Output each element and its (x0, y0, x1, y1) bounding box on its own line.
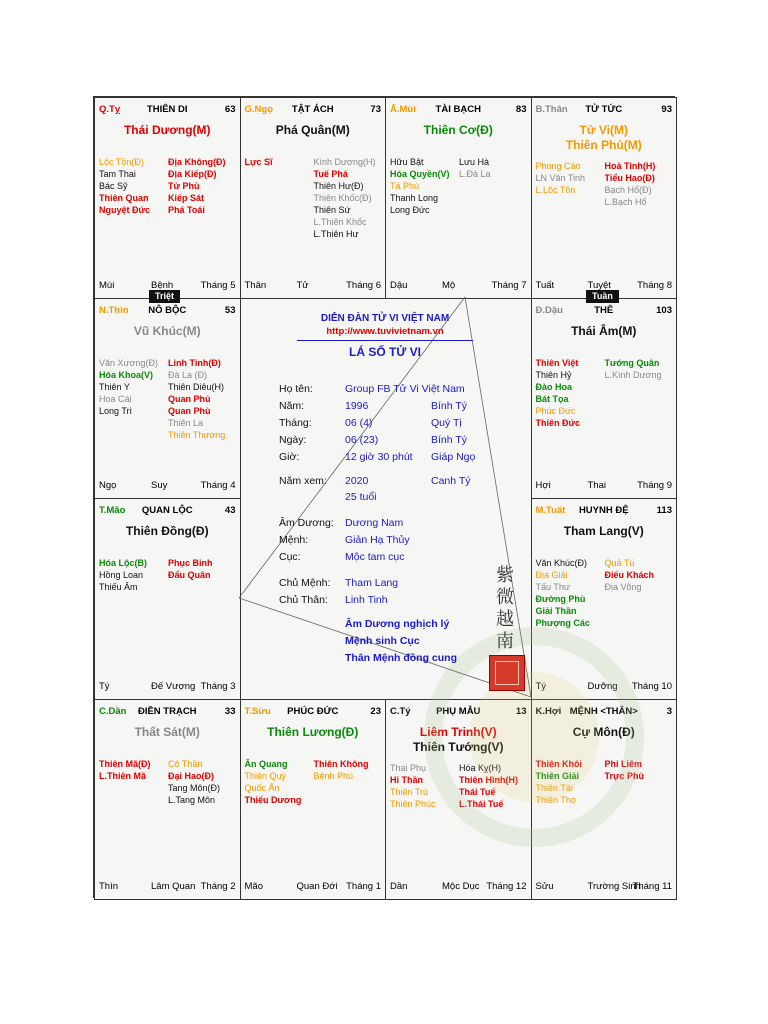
palace-header (390, 104, 527, 116)
minor-star: Đường Phù (535, 594, 586, 604)
footer-stage: Trường Sinh (587, 881, 641, 892)
minor-star: Linh Tinh(Đ) (168, 357, 221, 368)
minor-star: Bạch Hổ(Đ) (604, 185, 652, 195)
footer-branch: Tý (99, 680, 110, 692)
info-extra: Giáp Ngọ (431, 451, 476, 463)
minor-star: Điếu Khách (604, 570, 655, 580)
minor-star: Đẩu Quân (168, 570, 211, 580)
canchi-label: T.Sửu (244, 705, 271, 717)
minor-star: Thiên Giải (535, 770, 580, 781)
minor-star: Kiếp Sát (168, 193, 205, 203)
footer-month: Tháng 3 (200, 680, 236, 692)
left-star-list (99, 557, 147, 593)
minor-star: Thiên Không (313, 758, 369, 769)
left-star-list (390, 156, 450, 216)
minor-star: Long Trì (99, 405, 133, 416)
palace-name: NÔ BỘC (148, 304, 187, 316)
footer-branch: Ngọ (99, 480, 117, 491)
minor-star: Bác Sỹ (99, 181, 128, 191)
footer-stage: Lâm Quan (151, 881, 196, 892)
right-star-list (605, 160, 656, 208)
footer-month: Tháng 10 (631, 680, 672, 692)
minor-star: Thiên Sứ (313, 205, 351, 215)
palace-name: PHÚC ĐỨC (287, 705, 339, 717)
minor-star: Thiên Quan (99, 193, 149, 203)
left-star-list (536, 160, 586, 196)
minor-star: Thiên Việt (535, 357, 579, 368)
palace-age: 93 (661, 104, 672, 115)
palace-cell-dau (531, 298, 678, 500)
right-star-list (168, 156, 226, 216)
palace-header (245, 104, 382, 116)
info-label: Tháng: (279, 417, 312, 429)
minor-star: Hóa Khoa(V) (99, 369, 153, 380)
minor-star: Thiên Khốc(Đ) (313, 193, 372, 203)
minor-star: Phi Liêm (604, 758, 643, 769)
minor-star: Văn Xương(Đ) (99, 357, 158, 368)
minor-star: Đại Hao(Đ) (168, 770, 215, 781)
minor-star: Tử Phù (168, 181, 200, 191)
info-value: Giản Hạ Thủy (345, 534, 410, 546)
minor-star: Lưu Hà (459, 157, 490, 167)
main-star: Thiên Đồng(Đ) (125, 524, 209, 538)
palace-footer (390, 280, 527, 292)
red-seal-icon (489, 655, 525, 691)
footer-stage: Mộ (442, 279, 456, 291)
minor-star: Thiên Hình(H) (459, 774, 518, 785)
minor-star: Thiên Khôi (535, 758, 582, 769)
info-label: Họ tên: (279, 383, 313, 395)
minor-star: Phượng Các (535, 618, 590, 628)
minor-star: Thiên Mã(Đ) (99, 758, 151, 769)
palace-age: 113 (656, 505, 672, 516)
palace-header (99, 505, 236, 517)
footer-stage: Tử (296, 279, 309, 291)
footer-branch: Tuất (535, 279, 555, 291)
minor-star: Thiên Thọ (535, 794, 576, 805)
minor-star: Quan Phù (168, 405, 211, 416)
note-line: Âm Dương nghịch lý (345, 618, 450, 630)
palace-age: 23 (370, 705, 381, 717)
palace-header (99, 104, 236, 116)
footer-stage: Quan Đới (296, 881, 338, 892)
minor-star: Tả Phù (390, 181, 420, 191)
info-label: Cục: (279, 551, 301, 563)
palace-age: 103 (656, 304, 672, 316)
chart-title: LÁ SỐ TỬ VI (349, 345, 421, 359)
palace-name: TẬT ÁCH (291, 104, 334, 115)
footer-month: Tháng 5 (200, 279, 236, 291)
minor-star: Phong Cáo (535, 161, 581, 171)
minor-star: Thanh Long (390, 193, 439, 203)
footer-stage: Thai (587, 480, 606, 491)
minor-star: Thái Tuế (459, 786, 496, 797)
horoscope-chart (93, 96, 675, 898)
footer-month: Tháng 6 (346, 279, 381, 291)
minor-star: Thiên Y (99, 381, 130, 392)
info-value: 06 (4) (345, 417, 373, 429)
right-star-list (459, 156, 491, 180)
minor-star: Thiên Đức (535, 417, 581, 428)
minor-star: Hóa Kỵ(H) (459, 762, 502, 773)
note-line: Mệnh sinh Cục (345, 635, 420, 647)
palace-age: 3 (666, 705, 672, 717)
info-label: Năm xem: (279, 475, 327, 487)
minor-star: Tuế Phá (313, 169, 348, 179)
footer-month: Tháng 12 (486, 881, 527, 892)
minor-star: Phục Binh (168, 558, 213, 568)
main-star: Liêm Trinh(V) (419, 724, 497, 739)
main-star: Cự Môn(Đ) (572, 724, 635, 739)
info-value: 2020 (345, 475, 369, 487)
palace-age: 83 (515, 104, 527, 115)
footer-stage: Bệnh (151, 279, 174, 291)
canchi-label: Q.Tỵ (99, 104, 121, 115)
minor-star: Địa Giải (535, 570, 568, 580)
footer-branch: Tý (535, 680, 547, 692)
palace-name: QUAN LỘC (141, 505, 193, 516)
palace-header (245, 706, 382, 718)
minor-star: Bát Tọa (535, 393, 569, 404)
footer-stage: Đế Vượng (151, 680, 196, 692)
palace-name: ĐIỀN TRẠCH (137, 705, 197, 717)
right-star-list (605, 357, 662, 381)
minor-star: Quan Phủ (168, 393, 211, 404)
minor-star: Phúc Đức (535, 405, 576, 416)
minor-star: Thiên Tài (535, 782, 573, 793)
palace-age: 13 (515, 705, 527, 717)
footer-month: Tháng 8 (637, 279, 672, 291)
minor-star: Trực Phù (604, 770, 645, 781)
minor-star: Bệnh Phù (313, 770, 354, 781)
info-label: Ngày: (279, 434, 307, 446)
minor-star: Hóa Quyền(V) (390, 169, 450, 179)
minor-star: Thiên Thương (168, 429, 226, 440)
palace-cell-mui (385, 97, 532, 299)
minor-star: L.Đà La (459, 169, 491, 179)
palace-cell-dan (94, 699, 241, 901)
footer-month: Tháng 9 (637, 480, 672, 491)
minor-star: Địa Võng (604, 582, 642, 592)
palace-name: PHỤ MẪU (436, 705, 481, 717)
info-value: Linh Tinh (345, 594, 388, 606)
minor-star: Địa Không(Đ) (168, 157, 226, 167)
info-label: Chủ Mệnh: (279, 577, 331, 589)
canchi-label: B.Thân (535, 104, 568, 115)
minor-star: L.Kình Dương (604, 369, 662, 380)
footer-stage: Tuyệt (587, 279, 611, 291)
forum-url[interactable]: http://www.tuvivietnam.vn (326, 326, 444, 337)
canchi-label: K.Hợi (535, 705, 562, 717)
palace-cell-ty (94, 97, 241, 299)
right-star-list (168, 758, 220, 806)
center-info-panel (239, 297, 531, 697)
palace-name: TÀI BẠCH (435, 104, 481, 115)
minor-star: Tiểu Hao(Đ) (604, 173, 655, 183)
canchi-label: C.Dần (99, 705, 127, 717)
info-extra: Bính Tý (431, 400, 467, 412)
palace-age: 33 (224, 705, 236, 717)
palace-age: 53 (224, 304, 236, 316)
minor-star: Long Đức (390, 205, 430, 215)
canchi-label: Đ.Dậu (535, 304, 563, 316)
palace-name: TỬ TỨC (585, 104, 623, 115)
minor-star: L.Tang Môn (168, 794, 216, 805)
minor-star: Thiên Diêu(H) (168, 381, 225, 392)
palace-age: 73 (370, 104, 381, 115)
palace-cell-than (531, 97, 678, 299)
footer-branch: Dậu (390, 279, 408, 291)
main-star: Thiên Phủ(M) (565, 138, 642, 152)
footer-branch: Thìn (99, 881, 119, 892)
info-value: 06 (23) (345, 434, 379, 446)
minor-star: Phá Toái (168, 205, 205, 215)
palace-name: MỆNH <THÂN> (569, 705, 638, 717)
forum-name: DIỄN ĐÀN TỬ VI VIỆT NAM (320, 313, 450, 324)
minor-star: Thiên La (168, 417, 204, 428)
canchi-label: C.Tý (390, 705, 411, 717)
main-star: Thiên Lương(Đ) (267, 724, 359, 739)
footer-branch: Mùi (99, 279, 115, 291)
minor-star: Giải Thần (535, 606, 577, 616)
footer-branch: Dần (390, 881, 408, 892)
minor-star: L.Thiên Mã (99, 770, 146, 781)
palace-cell-suu (240, 699, 387, 901)
footer-branch: Mão (244, 881, 263, 892)
minor-star: L.Lộc Tồn (535, 185, 576, 195)
footer-month: Tháng 11 (632, 881, 672, 892)
minor-star: L.Thiên Khốc (313, 217, 367, 227)
minor-star: Ân Quang (244, 758, 288, 769)
main-star: Vũ Khúc(M) (133, 323, 201, 338)
info-value: Group FB Tử Vi Việt Nam (345, 383, 465, 395)
palace-footer (99, 681, 236, 693)
palace-age: 43 (224, 505, 236, 516)
main-star: Thất Sát(M) (134, 724, 200, 739)
right-star-list (314, 156, 376, 240)
minor-star: Tang Môn(Đ) (168, 782, 221, 793)
right-star-list (168, 557, 213, 581)
info-label: Giờ: (279, 451, 300, 463)
palace-name: THIÊN DI (146, 104, 188, 115)
palace-age: 63 (224, 104, 236, 115)
palace-header (536, 305, 673, 317)
left-star-list (245, 758, 302, 806)
footer-branch: Sửu (535, 881, 554, 892)
minor-star: Nguyệt Đức (99, 205, 151, 215)
canchi-label: T.Mão (99, 505, 126, 516)
palace-footer (536, 881, 673, 893)
minor-star: Kình Dương(H) (313, 157, 376, 167)
minor-star: Thiên Trù (390, 786, 429, 797)
info-extra: Quý Tị (431, 417, 462, 429)
minor-star: Hồng Loan (99, 570, 144, 580)
palace-header (536, 104, 673, 116)
palace-name: THÊ (594, 304, 614, 316)
palace-cell-ngo (240, 97, 387, 299)
left-star-list (99, 758, 151, 782)
palace-header (99, 706, 236, 718)
info-value: Tham Lang (345, 577, 399, 589)
minor-star: Thiên Hỷ (535, 369, 572, 380)
main-star: Thái Âm(M) (571, 323, 637, 338)
palace-footer (536, 480, 673, 492)
minor-star: Hoả Tinh(H) (604, 161, 656, 171)
footer-month: Tháng 1 (346, 881, 381, 892)
minor-star: Cô Thần (168, 758, 203, 769)
minor-star: Hoa Cái (99, 393, 132, 404)
minor-star: Thiên Quý (244, 770, 287, 781)
footer-month: Tháng 7 (491, 279, 527, 291)
info-value: 12 giờ 30 phút (345, 451, 413, 463)
main-star: Thái Dương(M) (123, 123, 211, 137)
minor-star: Thiếu Âm (99, 582, 138, 592)
footer-branch: Hợi (535, 480, 551, 491)
canchi-label: G.Ngọ (244, 104, 273, 115)
minor-star: L.Thái Tuế (459, 798, 504, 809)
main-star: Tham Lang(V) (563, 524, 644, 538)
palace-footer (245, 881, 382, 893)
palace-header (99, 305, 236, 317)
minor-star: Lực Sĩ (244, 157, 273, 167)
palace-header (536, 505, 673, 517)
main-star: Thiên Cơ(Đ) (423, 123, 493, 137)
canchi-label: M.Tuất (535, 505, 566, 516)
palace-cell-mao (94, 498, 241, 700)
minor-star: Thiên Phúc (390, 798, 436, 809)
canchi-label: Ấ.Mùi (390, 104, 416, 115)
info-value: 25 tuổi (345, 491, 377, 503)
calligraphy-text: 紫微越南 (496, 565, 514, 652)
triet-badge: Triệt (149, 290, 180, 303)
info-label: Năm: (279, 400, 305, 412)
info-value: 1996 (345, 400, 369, 412)
canchi-label: N.Thìn (99, 304, 129, 316)
minor-star: LN Văn Tinh (535, 173, 586, 183)
palace-cell-thin (94, 298, 241, 500)
footer-stage: Mộc Dục (442, 881, 480, 892)
right-star-list (605, 557, 655, 593)
main-star: Tử Vi(M) (579, 123, 628, 137)
minor-star: Đào Hoa (535, 381, 573, 392)
left-star-list (99, 357, 158, 417)
footer-branch: Thân (244, 279, 267, 291)
minor-star: Thai Phụ (390, 762, 427, 773)
main-star: Phá Quân(M) (275, 123, 350, 137)
palace-name: HUYNH ĐỆ (578, 505, 629, 516)
left-star-list (536, 557, 590, 629)
minor-star: Lộc Tồn(Đ) (99, 157, 144, 167)
footer-stage: Suy (151, 480, 168, 491)
minor-star: Quả Tú (604, 558, 635, 568)
minor-star: L.Thiên Hư (313, 229, 359, 239)
minor-star: Thiếu Dương (244, 794, 302, 805)
info-label: Mệnh: (279, 534, 309, 546)
info-value: Dương Nam (345, 517, 404, 529)
info-extra: Canh Tý (431, 475, 471, 487)
minor-star: Địa Kiếp(Đ) (168, 169, 217, 179)
palace-footer (99, 480, 236, 492)
footer-stage: Dưỡng (587, 680, 618, 692)
palace-footer (99, 881, 236, 893)
minor-star: Hóa Lộc(B) (99, 558, 147, 568)
info-label: Chủ Thân: (279, 594, 328, 606)
info-value: Mộc tam cục (345, 551, 405, 563)
minor-star: Quốc Ấn (244, 782, 280, 793)
palace-footer (390, 881, 527, 893)
minor-star: Văn Khúc(Đ) (535, 558, 588, 568)
note-line: Thân Mệnh đồng cung (345, 652, 457, 664)
left-star-list (99, 156, 150, 216)
footer-month: Tháng 2 (200, 881, 236, 892)
minor-star: Tướng Quân (604, 357, 660, 368)
left-star-list (245, 156, 273, 168)
divider (297, 340, 473, 341)
info-extra: Bính Tý (431, 434, 467, 446)
tuan-badge: Tuần (586, 290, 619, 303)
right-star-list (168, 357, 225, 441)
triangle-line-bottom (239, 598, 531, 697)
minor-star: Thiên Hư(Đ) (313, 181, 364, 191)
palace-footer (245, 280, 382, 292)
minor-star: Tam Thai (99, 169, 136, 179)
right-star-list (314, 758, 369, 782)
main-star: Thiên Tướng(V) (412, 739, 504, 754)
minor-star: Hữu Bật (390, 157, 424, 167)
minor-star: Hỉ Thần (390, 774, 423, 785)
minor-star: Đà La (Đ) (168, 369, 208, 380)
footer-month: Tháng 4 (200, 480, 236, 491)
left-star-list (536, 357, 581, 429)
info-label: Âm Dương: (279, 517, 334, 529)
minor-star: L.Bạch Hổ (604, 197, 647, 207)
minor-star: Tấu Thư (535, 582, 570, 592)
